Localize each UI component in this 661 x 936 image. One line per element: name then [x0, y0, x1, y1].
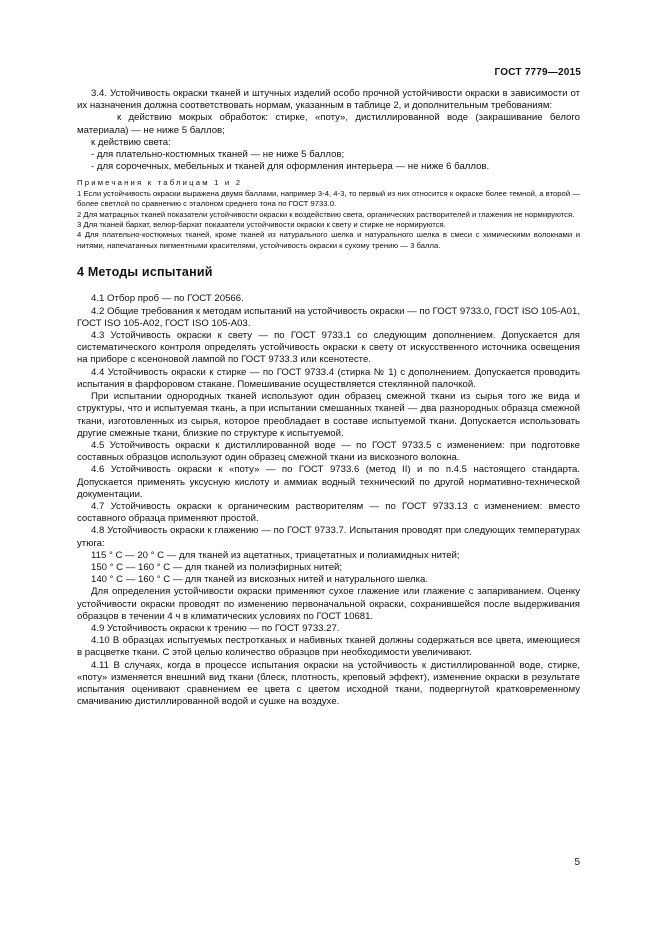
clause-4-3: 4.3 Устойчивость окраски к свету — по ГОСТ 9733.1 со следующим дополнением. Допускается для систематического контроля определять устойчивость окраски к свету от искусственного источника освещения на приборе с ксеноновой лампой по ГОСТ 9733.3 или ксенотесте. [77, 330, 580, 366]
clause-3-4-light-suit: - для плательно-костюмных тканей — не ниже 5 баллов; [91, 149, 345, 161]
clause-4-5: 4.5 Устойчивость окраски к дистиллированной воде — по ГОСТ 9733.5 с изменением: при подготовке составных образцов используют один образец смежной ткани из вискозного волокна. [77, 439, 580, 464]
clause-4-8-temp-1: 115 ° С — 20 ° С — для тканей из ацетатных, триацетатных и полиамидных нитей; [91, 549, 460, 561]
note-1: 1 Если устойчивость окраски выражена двумя баллами, например 3-4, 4-3, то первый из них относится к окраске более темной, а второй — более светлой по сравнению с эталоном среднего тона по ГОСТ 9733.0. [77, 188, 580, 209]
clause-4-4-continued: При испытании однородных тканей используют один образец смежной ткани из сырья того же вида и структуры, что и испытуемая ткань, а при испытании смешанных тканей — два разнородных образца смежной ткани, изготовленных из сырья, которое преобладает в составе испытуемой ткани. Допускается использовать другие смежные ткани, близкие по структуре к испытуемой. [77, 391, 580, 439]
clause-3-4-wet-treatment: к действию мокрых обработок: стирке, «поту», дистиллированной воде (закрашивание белого материала) — не ниже 5 баллов; [77, 112, 580, 136]
clause-4-8-temp-3: 140 ° С — 160 ° С — для тканей из вискозных нитей и натурального шелка. [91, 574, 429, 586]
page-number: 5 [574, 857, 580, 868]
clause-4-8-temp-2: 150 ° С — 160 ° С — для тканей из полиэфирных нитей; [91, 561, 343, 573]
clause-4-6: 4.6 Устойчивость окраски к «поту» — по ГОСТ 9733.6 (метод II) и по п.4.5 настоящего стандарта. Допускается применять уксусную кислоту и аммиак водный технический по другой нормативно-технической документации. [77, 464, 580, 500]
clause-4-10: 4.10 В образцах испытуемых пестротканых и набивных тканей должны содержаться все цвета, имеющиеся в расцветке ткани. С этой целью количество образцов при необходимости увеличивают. [77, 635, 580, 659]
note-3: 3 Для тканей бархат, велюр-бархат показатели устойчивости окраски к свету и стирке не нормируются. [77, 220, 446, 230]
clause-4-11: 4.11 В случаях, когда в процессе испытания окраски на устойчивость к дистиллированной воде, стирке, «поту» изменяется внешний вид ткани (блеск, плотность, креповый эффект), изменение окраски в результате испытания оценивают сравнением ее цвета с цветом исходной ткани, подвергнутой кратковременному смачиванию дистиллированной водой и сушке на воздухе. [77, 659, 580, 708]
clause-3-4: 3.4. Устойчивость окраски тканей и штучных изделий особо прочной устойчивости окраски в зависимости от их назначения должна соответствовать нормам, указанным в таблице 2, и дополнительным требованиям: [77, 88, 580, 112]
document-code-header: ГОСТ 7779—2015 [494, 67, 581, 78]
notes-title: Примечания к таблицам 1 и 2 [77, 178, 243, 188]
table-notes [77, 178, 580, 251]
clause-3-4-light: к действию света: [91, 136, 171, 148]
note-2: 2 Для матрацных тканей показатели устойчивости окраски к воздействию света, органических растворителей и глажения не нормируются. [77, 209, 575, 219]
section-heading-4: 4 Методы испытаний [77, 265, 213, 280]
clause-4-7: 4.7 Устойчивость окраски к органическим растворителям — по ГОСТ 9733.13 с изменением: вместо составного образца применяют простой. [77, 500, 580, 525]
clause-4-8-continued: Для определения устойчивости окраски применяют сухое глажение или глажение с запариванием. Оценку устойчивости окраски проводят по изменению первоначальной окраски, сохранившейся после выдерживания образцов в течении 4 ч в климатических условиях по ГОСТ 10681. [77, 586, 580, 622]
clause-3-4-light-shirt: - для сорочечных, мебельных и тканей для оформления интерьера — не ниже 6 баллов. [91, 161, 490, 173]
clause-4-4: 4.4 Устойчивость окраски к стирке — по ГОСТ 9733.4 (стирка № 1) с дополнением. Допускается проводить испытания в фарфоровом стакане. Помешивание осуществляется стеклянной палочкой. [77, 366, 580, 390]
document-body [77, 88, 580, 708]
clause-4-9: 4.9 Устойчивость окраски к трению — по ГОСТ 9733.27. [91, 622, 340, 634]
clause-4-8: 4.8 Устойчивость окраски к глажению — по ГОСТ 9733.7. Испытания проводят при следующих температурах утюга: [77, 525, 580, 549]
clause-4-2: 4.2 Общие требования к методам испытаний на устойчивость окраски — по ГОСТ 9733.0, ГОСТ ISO 105-A01, ГОСТ ISO 105-A02, ГОСТ ISO 105-A03. [77, 305, 580, 329]
clause-4-1: 4.1 Отбор проб — по ГОСТ 20566. [91, 293, 244, 305]
note-4: 4 Для плательно-костюмных тканей, кроме тканей из натурального шелка и натурального шелка в смеси с химическими волокнами и нитями, напечатанных пигментными красителями, устойчивость окраски к сухому трению — 3 балла. [77, 230, 580, 250]
